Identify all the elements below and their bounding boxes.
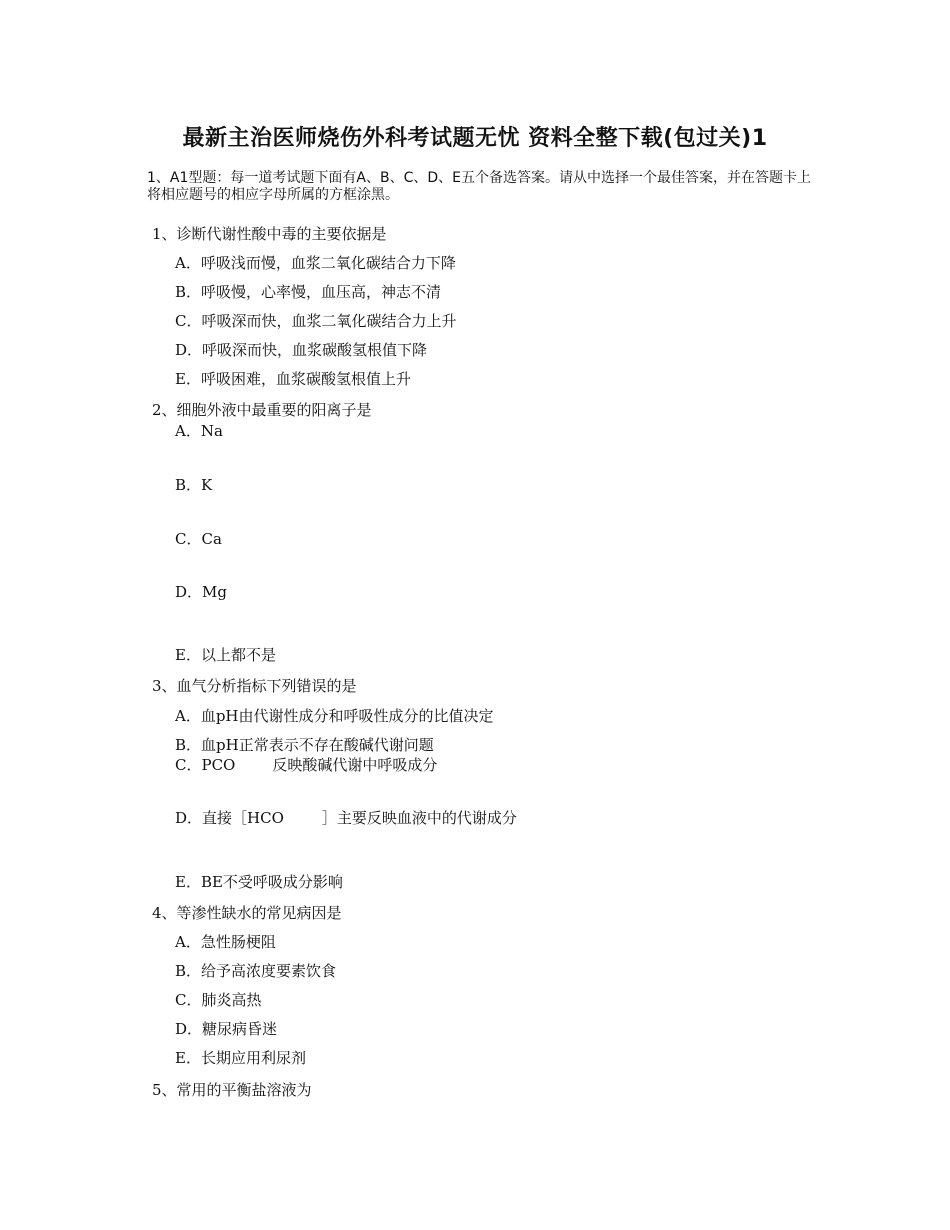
question-2-option-b: B．K (175, 476, 213, 494)
question-1-option-c: C．呼吸深而快，血浆二氧化碳结合力上升 (175, 312, 457, 330)
question-2-option-e: E．以上都不是 (175, 646, 276, 664)
question-4-option-d: D．糖尿病昏迷 (175, 1020, 278, 1038)
question-1-option-a: A．呼吸浅而慢，血浆二氧化碳结合力下降 (175, 254, 456, 272)
question-2-option-c: C．Ca (175, 530, 222, 548)
question-1-option-b: B．呼吸慢，心率慢，血压高，神志不清 (175, 283, 442, 301)
question-4-option-a: A．急性肠梗阻 (175, 933, 276, 951)
question-3-option-b: B．血pH正常表示不存在酸碱代谢问题 (175, 736, 434, 754)
page-title: 最新主治医师烧伤外科考试题无忧 资料全整下载(包过关)1 (182, 126, 768, 151)
question-2-stem: 2、细胞外液中最重要的阳离子是 (152, 401, 372, 419)
question-1-option-d: D．呼吸深而快，血浆碳酸氢根值下降 (175, 341, 428, 359)
question-4-stem: 4、等渗性缺水的常见病因是 (152, 904, 342, 922)
question-1-option-e: E．呼吸困难，血浆碳酸氢根值上升 (175, 370, 411, 388)
question-3-option-d-suffix: ］主要反映血液中的代谢成分 (321, 809, 517, 827)
question-5-stem: 5、常用的平衡盐溶液为 (152, 1081, 312, 1099)
question-2-option-d: D．Mg (175, 583, 227, 601)
question-1-stem: 1、诊断代谢性酸中毒的主要依据是 (152, 225, 387, 243)
question-2-option-a: A．Na (175, 422, 223, 440)
question-3-option-c-prefix: C．PCO (175, 756, 236, 774)
question-3-option-a: A．血pH由代谢性成分和呼吸性成分的比值决定 (175, 707, 494, 725)
question-3-option-c-suffix: 反映酸碱代谢中呼吸成分 (272, 756, 438, 774)
question-3-stem: 3、血气分析指标下列错误的是 (152, 677, 357, 695)
question-3-option-d (175, 808, 517, 828)
question-4-option-b: B．给予高浓度要素饮食 (175, 962, 337, 980)
question-3-option-d-prefix: D．直接［HCO (175, 809, 284, 827)
instructions: 1、A1型题：每一道考试题下面有A、B、C、D、E五个备选答案。请从中选择一个最佳答案，并在答题卡上将相应题号的相应字母所属的方框涂黑。 (147, 170, 811, 203)
question-4-option-e: E．长期应用利尿剂 (175, 1049, 306, 1067)
question-4-option-c: C．肺炎高热 (175, 991, 262, 1009)
question-3-option-e: E．BE不受呼吸成分影响 (175, 873, 343, 891)
question-3-option-c (175, 755, 437, 775)
